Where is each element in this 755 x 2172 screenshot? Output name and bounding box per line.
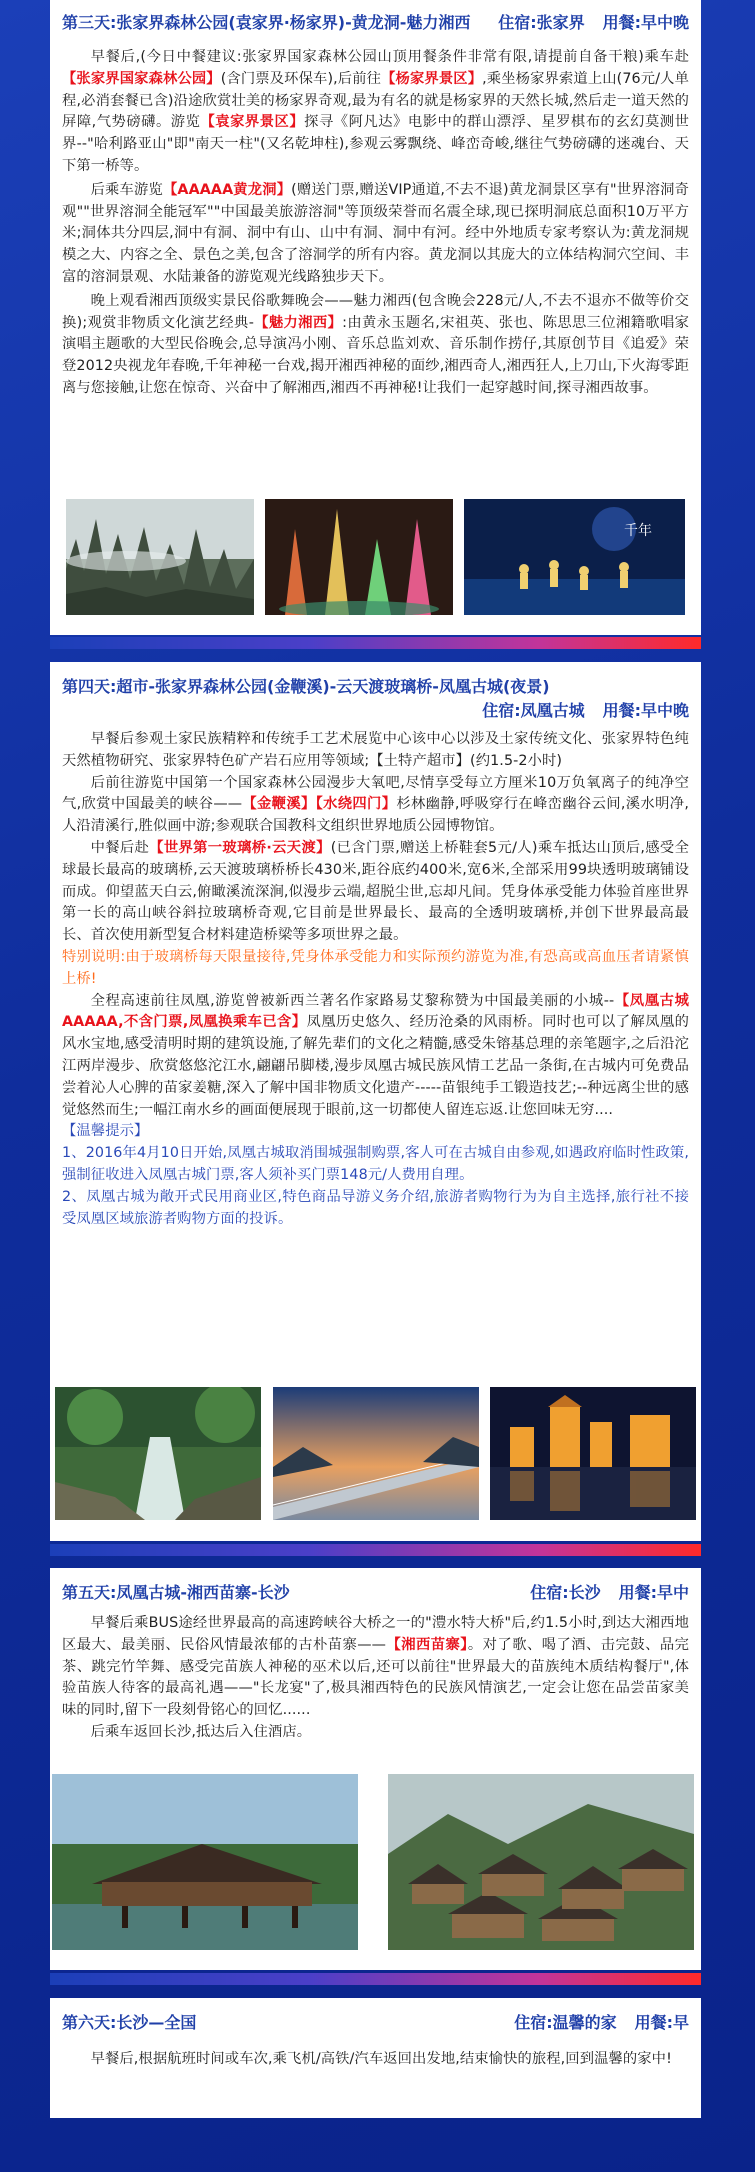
- svg-text:千年: 千年: [624, 523, 652, 539]
- divider-bar-2: [50, 1544, 701, 1556]
- day4-meta: [62, 699, 689, 723]
- photo-huanglong-cave: [265, 499, 453, 615]
- photo-golden-whip-stream: [55, 1387, 261, 1520]
- day3-paragraph-3: 晚上观看湘西顶级实景民俗歌舞晚会——魅力湘西(包含晚会228元/人,不去不退亦不做等价交换);观赏非物质文化演艺经典-【魅力湘西】:由黄永玉题名,宋祖英、张也、陈思思三位湘籍歌唱家演唱主题歌的大型民俗晚会,总导演冯小刚、音乐总监刘欢、音乐制作捞仔,其原创节目《追爱》荣登2012央视龙年春晚,千年神秘一台戏,揭开湘西神秘的面纱,湘西奇人,湘西狂人,上刀山,下火海零距离与您接触,让您在惊奇、兴奋中了解湘西,湘西不再神秘!让我们一起穿越时间,探寻湘西故事。: [62, 292, 689, 396]
- day5-meal: 用餐:早中: [618, 1583, 689, 1602]
- day5-paragraph-1: 早餐后乘BUS途经世界最高的高速跨峡谷大桥之一的"澧水特大桥"后,约1.5小时,到达大湘西地区最大、最美丽、民俗风情最浓郁的古朴苗寨——【湘西苗寨】。对了歌、喝了酒、击完鼓、品完茶、跳完竹竿舞、感受完苗族人神秘的巫术以后,还可以前往"世界最大的苗族纯木质结构餐厅",体验苗族人待客的最高礼遇——"长龙宴"了,极具湘西特色的民族风情演艺,一定会让您在品尝苗家美味的同时,留下一段刻骨铭心的回忆......: [62, 1615, 690, 1719]
- day4-paragraph-1: 早餐后参观土家民族精粹和传统手工艺术展览中心该中心以涉及土家传统文化、张家界特色纯天然植物研究、张家界特色矿产岩石应用等领域;【土特产超市】(约1.5-2小时): [62, 731, 689, 769]
- day4-stay: 住宿:凤凰古城: [482, 701, 585, 720]
- day3-photo-row: [66, 499, 685, 615]
- day4-paragraph-3: 中餐后赴【世界第一玻璃桥·云天渡】(已含门票,赠送上桥鞋套5元/人)乘车抵达山顶后,感受全球最长最高的玻璃桥,云天渡玻璃桥桥长430米,距谷底约400米,宽6米,全部采用99块透明玻璃铺设而成。仰望蓝天白云,俯瞰溪流深涧,似漫步云端,超脱尘世,忘却凡间。凭身体承受能力体验首座世界第一长的高山峡谷斜拉玻璃桥奇观,它目前是世界最长、最高的全透明玻璃桥,并创下世界最高最长、首次使用新型复合材料建造桥梁等多项世界之最。: [62, 839, 689, 944]
- day4-tip-1: 1、2016年4月10日开始,凤凰古城取消围城强制购票,客人可在古城自由参观,如遇政府临时性政策,强制征收进入凤凰古城门票,客人须补买门票148元/人费用自理。: [62, 1145, 689, 1183]
- photo-miao-village-bridge: [52, 1774, 358, 1950]
- day6-title: 第六天:长沙—全国: [62, 2013, 197, 2032]
- day4-paragraph-4: 全程高速前往凤凰,游览曾被新西兰著名作家路易艾黎称赞为中国最美丽的小城--【凤凰古城AAAAA,不含门票,凤凰换乘车已含】凤凰历史悠久、经历沧桑的风雨桥。同时也可以了解凤凰的风水宝地,感受清明时期的建筑设施,了解先辈们的文化之精髓,感受朱镕基总理的亲笔题字,之后沿沱江两岸漫步、欣赏悠悠沱江水,翩翩吊脚楼,漫步凤凰古城民族风情工艺品一条街,在古城内可免费品尝着沁人心脾的苗家姜糖,深入了解中国非物质文化遗产-----苗银纯手工锻造技艺;--种远离尘世的感觉悠然而生;一幅江南水乡的画面便展现于眼前,这一切都使人留连忘返.让您回味无穷....: [62, 992, 690, 1118]
- day4-tip-title: 【温馨提示】: [62, 1123, 149, 1140]
- divider-bar-3: [50, 1973, 701, 1985]
- day4-warning: 特别说明:由于玻璃桥每天限量接待,凭身体承受能力和实际预约游览为准,有恐高或高血压者请紧慎上桥!: [62, 948, 689, 987]
- day5-header: [62, 1568, 689, 1605]
- day6-stay: 住宿:温馨的家: [514, 2013, 617, 2032]
- photo-fenghuang-night: [490, 1387, 696, 1520]
- divider-bar-1: [50, 637, 701, 649]
- day3-stay: 住宿:张家界: [498, 13, 585, 32]
- day3-paragraph-2: 后乘车游览【AAAAA黄龙洞】(赠送门票,赠送VIP通道,不去不退)黄龙洞景区享有"世界溶洞奇观""世界溶洞全能冠军""中国最美旅游溶洞"等顶级荣誉而名震全球,现已探明洞底总面积10万平方米;洞体共分四层,洞中有洞、洞中有山、山中有洞、洞中有河。经中外地质专家考察认为:黄龙洞规模之大、内容之全、景色之美,包含了溶洞学的所有内容。黄龙洞以其庞大的立体结构洞穴空间、丰富的溶洞景观、水陆兼备的游览观光线路独步天下。: [62, 181, 689, 285]
- day4-paragraph-2: 后前往游览中国第一个国家森林公园漫步大氧吧,尽情享受每立方厘米10万负氧离子的纯净空气,欣赏中国最美的峡谷——【金鞭溪】【水绕四门】杉林幽静,呼吸穿行在峰峦幽谷云间,溪水明净,人沿清溪行,胜似画中游;参观联合国教科文组织世界地质公园博物馆。: [62, 774, 690, 835]
- day5-stay: 住宿:长沙: [530, 1583, 601, 1602]
- day5-section: [50, 1568, 701, 1970]
- day3-title: 第三天:张家界森林公园(袁家界·杨家界)-黄龙洞-魅力湘西: [62, 13, 471, 32]
- day6-meal: 用餐:早: [634, 2013, 689, 2032]
- day6-header: [62, 1998, 689, 2035]
- day4-photo-row: [55, 1387, 696, 1520]
- photo-miao-stilt-houses: [388, 1774, 694, 1950]
- photo-charming-xiangxi-show: [464, 499, 685, 615]
- day5-paragraph-2: 后乘车返回长沙,抵达后入住酒店。: [90, 1723, 312, 1740]
- photo-glass-bridge: [273, 1387, 479, 1520]
- day3-section: [50, 0, 701, 635]
- day3-header: [62, 0, 689, 35]
- day5-photo-row: [52, 1774, 694, 1950]
- day3-meal: 用餐:早中晚: [602, 13, 689, 32]
- day4-title: 第四天:超市-张家界森林公园(金鞭溪)-云天渡玻璃桥-凤凰古城(夜景): [62, 677, 550, 696]
- day4-tip-2: 2、凤凰古城为敞开式民用商业区,特色商品导游义务介绍,旅游者购物行为为自主选择,旅行社不接受凤凰区域旅游者购物方面的投诉。: [62, 1188, 689, 1227]
- day6-section: [50, 1998, 701, 2118]
- day3-paragraph-1: 早餐后,(今日中餐建议:张家界国家森林公园山顶用餐条件非常有限,请提前自备干粮)乘车赴【张家界国家森林公园】(含门票及环保车),后前往【杨家界景区】,乘坐杨家界索道上山(76元/人单程,必消套餐已含)沿途欣赏壮美的杨家界奇观,最为有名的就是杨家界的天然长城,然后走一道天然的屏障,气势磅礴。游览【袁家界景区】探寻《阿凡达》电影中的群山漂浮、星罗棋布的玄幻莫测世界--"哈利路亚山"即"南天一柱"(又名乾坤柱),参观云雾飘绕、峰峦奇峻,继往气势磅礴的迷魂台、天下第一桥等。: [62, 49, 690, 174]
- day4-section: [50, 662, 701, 1541]
- photo-zhangjiajie-peaks: [66, 499, 254, 615]
- day4-meal: 用餐:早中晚: [602, 701, 689, 720]
- day5-title: 第五天:凤凰古城-湘西苗寨-长沙: [62, 1583, 290, 1602]
- day6-paragraph-1: 早餐后,根据航班时间或车次,乘飞机/高铁/汽车返回出发地,结束愉快的旅程,回到温馨的家中!: [90, 2051, 672, 2067]
